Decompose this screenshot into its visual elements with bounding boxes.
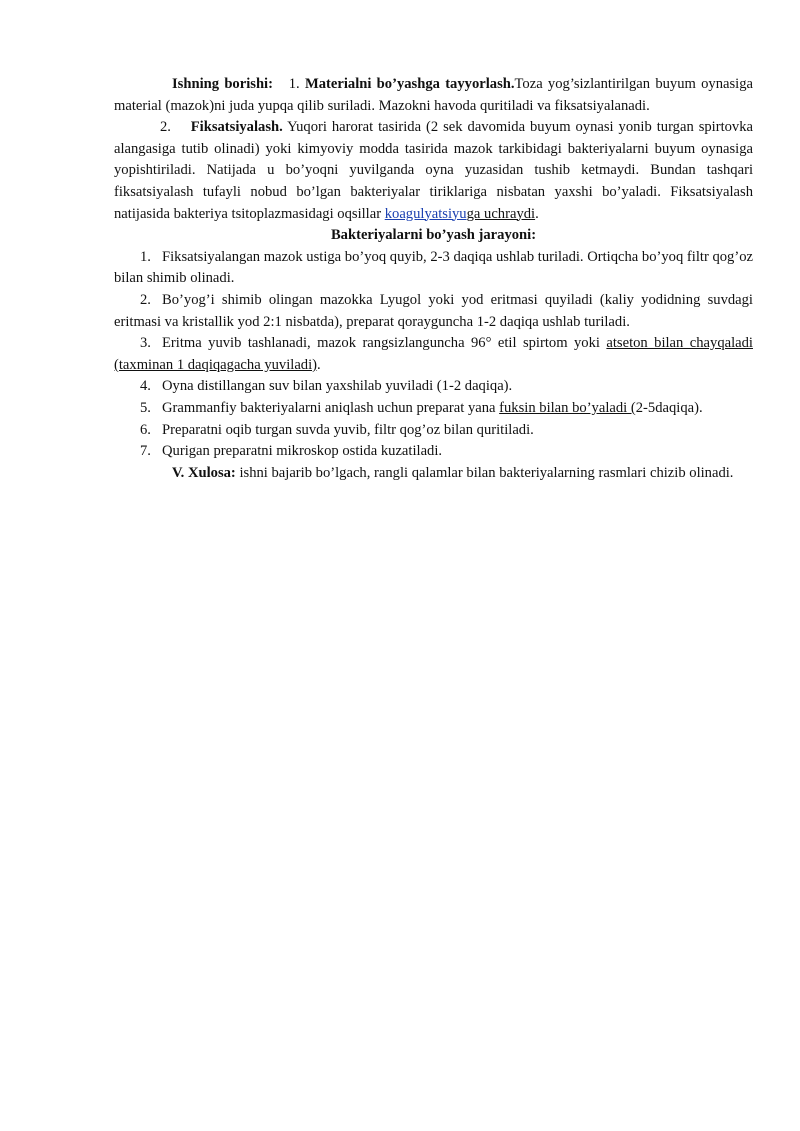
list-item-text: Fiksatsiyalangan mazok ustiga bo’yoq quyib, 2-3 daqiqa ushlab turiladi. Ortiqcha bo’yoq filtr qog’oz bilan shimib olinadi. [114,248,753,287]
list-item-number: 1. [140,248,151,265]
list-item-text: Eritma yuvib tashlanadi, mazok rangsizlanguncha 96° etil spirtom yoki [162,335,607,352]
step1-number: 1. [288,76,300,92]
list-item-tail: . [317,356,321,373]
list-item-number: 5. [140,399,151,416]
uchraydi-underlined: ga uchraydi [466,205,536,222]
ish-borishi-heading: Ishning borishi: [172,76,273,92]
list-item-text: Grammanfiy bakteriyalarni aniqlash uchun preparat yana [162,399,500,416]
jarayon-title: Bakteriyalarni bo’yash jarayoni: [330,227,537,244]
list-item [114,420,753,442]
step1-title: Materialni bo’yashga tayyorlash. [304,76,515,92]
document-page [114,74,753,484]
list-item [114,333,753,376]
koagulyatsiyu-link[interactable]: koagulyatsiyu [384,205,467,222]
list-item-number: 2. [140,291,151,308]
step2-end: . [535,205,539,222]
list-item-text: Qurigan preparatni mikroskop ostida kuzatiladi. [162,443,443,460]
xulosa-label: V. Xulosa: [172,464,236,481]
step2-number: 2. [160,119,171,136]
jarayon-list [114,247,753,463]
list-item-number: 3. [140,335,151,352]
ish-borishi-paragraph [114,74,753,117]
xulosa-paragraph [114,463,753,485]
list-item [114,247,753,290]
list-item [114,290,753,333]
list-item-text: Bo’yog’i shimib olingan mazokka Lyugol yoki yod eritmasi quyiladi (kaliy yodidning suvdagi eritmasi va kristallik yod 2:1 nisbatda), preparat qoraygunсha 1-2 daqiqa ushlab turiladi. [114,291,753,330]
xulosa-text: ishni bajarib bo’lgach, rangli qalamlar bilan bakteriyalarning rasmlari chizib olinadi. [235,464,734,481]
list-item-underlined: fuksin bilan bo’yaladi ( [499,399,636,416]
step2-text: Yuqori harorat tasirida (2 sek davomida buyum oynasi yonib turgan spirtovka alangasiga tutib olinadi) yoki kimyoviy modda tasirida mazok tarkibidagi bakteriyalarni buyum oynasiga yopishtiriladi. Natijada u bo’yoqni yuvilganda oyna yuzasidan tushib ketmaydi. Bundan tashqari fiksatsiyalash tufayli nobud bo’lgan bakteriyalar tiriklariga nisbatan yaxshi bo’yaladi. Fiksatsiyalash natijasida bakteriya tsitoplazmasidagi oqsillar [114,119,754,222]
list-item [114,376,753,398]
list-item-tail: 2-5daqiqa). [635,399,703,416]
step1-text: Toza yog’sizlantirilgan buyum oynasiga material (mazok)ni juda yupqa qilib suriladi. Mazokni havoda quritiladi va fiksatsiyalanadi. [114,76,753,114]
list-item-text: Oyna distillangan suv bilan yaxshilab yuviladi (1-2 daqiqa). [162,378,513,395]
list-item-underlined: atseton bilan chayqaladi (taxminan 1 daqiqagacha yuviladi) [114,335,753,373]
list-item-text: Preparatni oqib turgan suvda yuvib, filtr qog’oz bilan quritiladi. [162,421,534,438]
list-item-number: 6. [140,421,151,438]
list-item-number: 7. [140,443,151,460]
step2-title: Fiksatsiyalash. [190,119,283,136]
list-item [114,398,753,420]
list-item [114,441,753,463]
list-item-number: 4. [140,378,151,395]
fiksatsiyalash-paragraph [114,117,753,225]
